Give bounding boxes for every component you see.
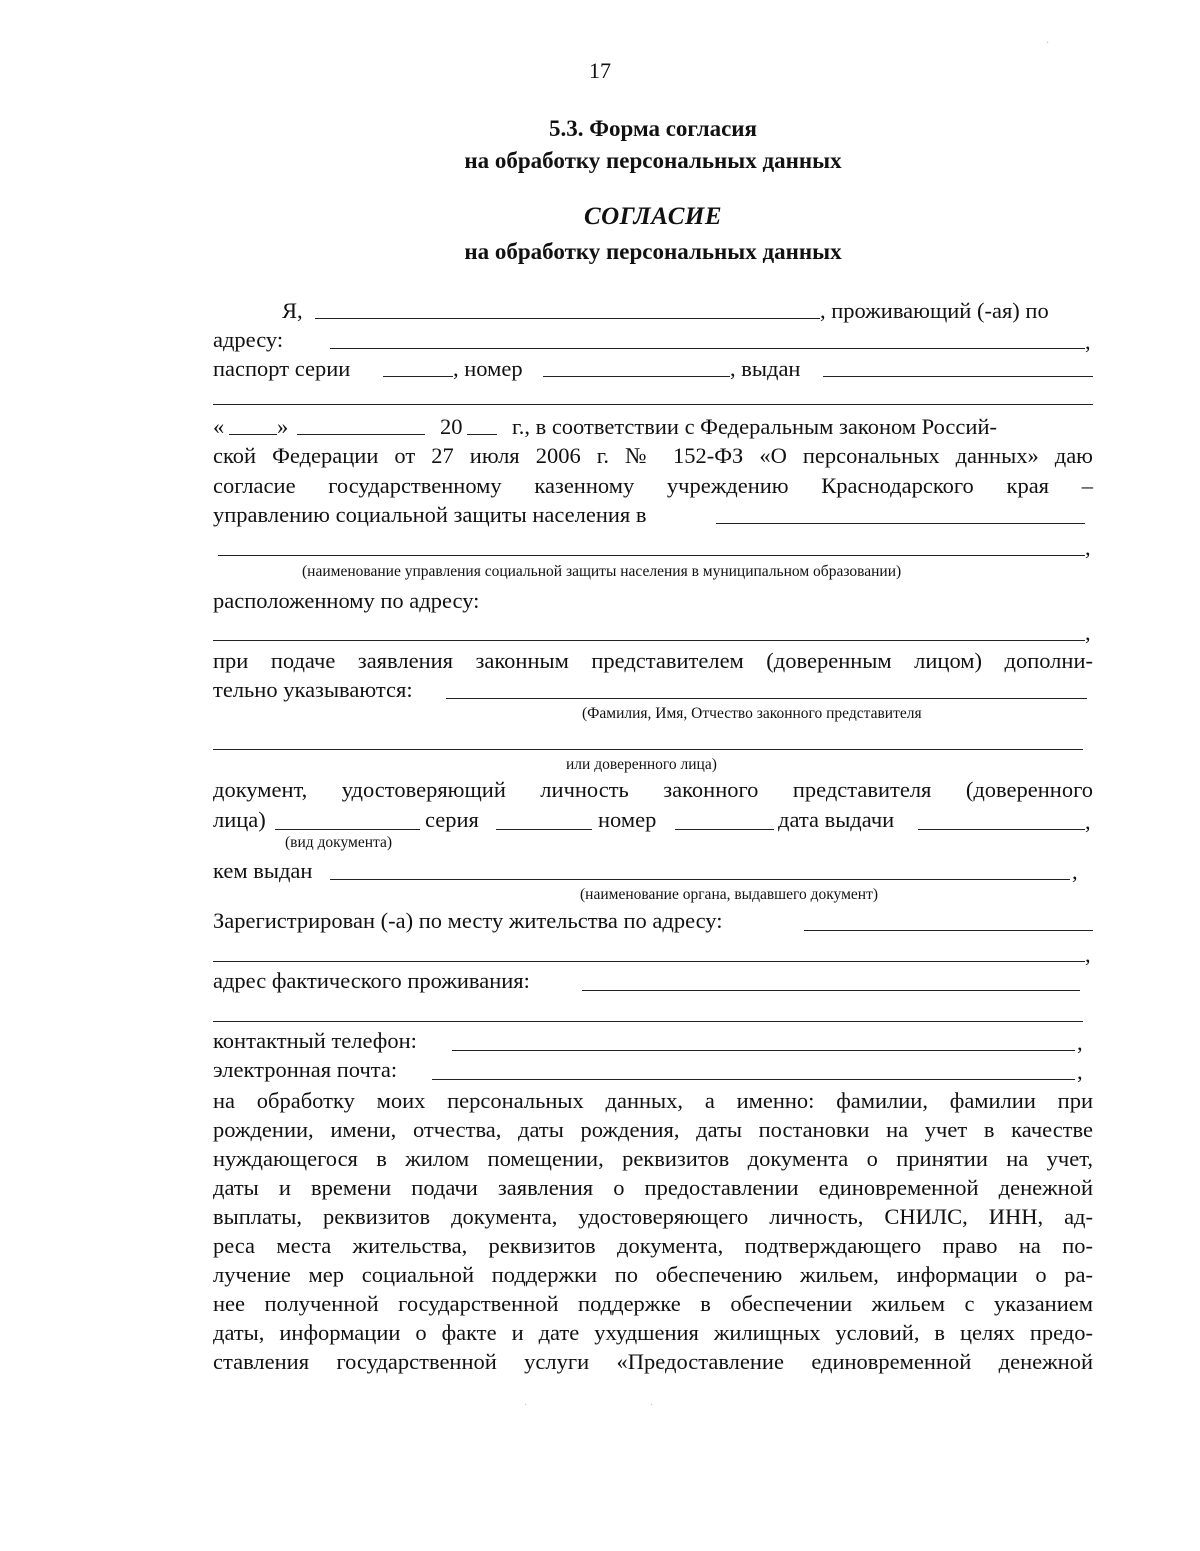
registered-comma: , xyxy=(1085,942,1091,967)
label-passport-number: , номер xyxy=(453,356,523,381)
body-line-1: на обработку моих персональных данных, а именно: фамилии, фамилии при xyxy=(213,1088,1093,1113)
page-number: 17 xyxy=(589,58,611,83)
label-phone: контактный телефон: xyxy=(213,1028,417,1053)
caption-rep-name: (Фамилия, Имя, Отчество законного представителя xyxy=(582,705,922,722)
caption-doc-type: (вид документа) xyxy=(285,834,393,851)
scan-speck: · xyxy=(524,1400,528,1411)
body-line-2: рождении, имени, отчества, даты рождения, даты постановки на учет в качестве xyxy=(213,1117,1093,1142)
email-comma: , xyxy=(1077,1059,1083,1084)
phone-comma: , xyxy=(1077,1030,1083,1055)
body-line-9: даты, информации о факте и дате ухудшения жилищных условий, в целях предо- xyxy=(213,1320,1093,1345)
paragraph1-line2: ской Федерации от 27 июля 2006 г. № 152-ФЗ «О персональных данных» даю xyxy=(213,443,1093,468)
label-issued-by: кем выдан xyxy=(213,858,313,883)
body-line-6: реса места жительства, реквизитов документа, подтверждающего право на по- xyxy=(213,1233,1093,1258)
phone-field[interactable] xyxy=(452,1050,1075,1051)
label-located-at: расположенному по адресу: xyxy=(213,588,480,613)
date-quote-open: « xyxy=(213,414,225,439)
actual-address-field[interactable] xyxy=(582,990,1080,991)
passport-number-field[interactable] xyxy=(543,376,730,377)
label-address: адресу: xyxy=(213,327,284,352)
caption-uszn-name: (наименование управления социальной защиты населения в муниципальном образовании) xyxy=(302,563,902,580)
day-field[interactable] xyxy=(229,434,277,435)
issuer-comma: , xyxy=(1072,859,1078,884)
document-subtitle: на обработку персональных данных xyxy=(464,239,842,264)
rep-doc-date-field[interactable] xyxy=(918,829,1085,830)
body-line-4: даты и времени подачи заявления о предоставлении единовременной денежной xyxy=(213,1175,1093,1200)
document-title: СОГЛАСИЕ xyxy=(583,203,723,230)
rep-doc-number-field[interactable] xyxy=(675,829,774,830)
section-title: 5.3. Форма согласия xyxy=(549,116,757,141)
label-i: Я, xyxy=(282,298,303,323)
label-num: номер xyxy=(598,807,657,832)
year-field[interactable] xyxy=(467,434,497,435)
rep-name-field-continued[interactable] xyxy=(213,749,1083,750)
registered-address-field[interactable] xyxy=(804,930,1093,931)
address-comma: , xyxy=(1085,329,1091,354)
passport-issued-field-continued[interactable] xyxy=(213,404,1093,405)
label-rep-face: лица) xyxy=(213,807,266,832)
month-field[interactable] xyxy=(297,434,425,435)
rep-line2: тельно указываются: xyxy=(213,677,413,702)
label-actual-address: адрес фактического проживания: xyxy=(213,968,530,993)
email-field[interactable] xyxy=(432,1079,1075,1080)
uszn-address-field[interactable] xyxy=(213,640,1085,641)
uszn-field-continued[interactable] xyxy=(218,555,1085,556)
label-registered: Зарегистрирован (-а) по месту жительства по адресу: xyxy=(213,908,723,933)
caption-issuer-name: (наименование органа, выдавшего документ) xyxy=(580,886,879,903)
rep-line1: при подаче заявления законным представителем (доверенным лицом) дополни- xyxy=(213,648,1093,673)
year-prefix: 20 xyxy=(440,414,463,439)
uszn-address-comma: , xyxy=(1085,620,1091,645)
caption-rep-name-2: или доверенного лица) xyxy=(566,756,717,773)
body-line-5: выплаты, реквизитов документа, удостоверяющего личность, СНИЛС, ИНН, ад- xyxy=(213,1204,1093,1229)
date-comma: , xyxy=(1085,809,1091,834)
label-series: серия xyxy=(425,807,479,832)
body-line-8: нее полученной государственной поддержке в обеспечении жильем с указанием xyxy=(213,1291,1093,1316)
fullname-field[interactable] xyxy=(315,318,820,319)
registered-address-field-continued[interactable] xyxy=(213,961,1085,962)
label-issue-date: дата выдачи xyxy=(778,807,895,832)
paragraph1-line3: согласие государственному казенному учреждению Краснодарского края – xyxy=(213,473,1093,498)
address-field[interactable] xyxy=(330,348,1085,349)
section-subtitle: на обработку персональных данных xyxy=(464,148,842,173)
body-line-10: ставления государственной услуги «Предоставление единовременной денежной xyxy=(213,1349,1093,1374)
label-residing: , проживающий (-ая) по xyxy=(820,298,1049,323)
uszn-field[interactable] xyxy=(716,523,1085,524)
uszn-comma: , xyxy=(1085,535,1091,560)
rep-doc-series-field[interactable] xyxy=(496,829,592,830)
label-issued: , выдан xyxy=(730,356,801,381)
scan-speck: · xyxy=(1046,38,1050,49)
date-quote-close: » xyxy=(277,414,289,439)
issuer-field[interactable] xyxy=(330,879,1070,880)
paragraph1-line1: г., в соответствии с Федеральным законом Россий- xyxy=(512,414,997,439)
body-line-3: нуждающегося в жилом помещении, реквизитов документа о принятии на учет, xyxy=(213,1146,1093,1171)
paragraph1-line4: управлению социальной защиты населения в xyxy=(213,502,647,527)
label-email: электронная почта: xyxy=(213,1057,398,1082)
rep-doc-line: документ, удостоверяющий личность законного представителя (доверенного xyxy=(213,777,1093,802)
label-passport-series: паспорт серии xyxy=(213,356,351,381)
scan-speck: · xyxy=(650,1400,654,1411)
actual-address-field-continued[interactable] xyxy=(213,1021,1083,1022)
rep-name-field[interactable] xyxy=(446,698,1087,699)
body-line-7: лучение мер социальной поддержки по обеспечению жильем, информации о ра- xyxy=(213,1262,1093,1287)
passport-issued-field[interactable] xyxy=(823,376,1093,377)
passport-series-field[interactable] xyxy=(383,376,453,377)
rep-doc-type-field[interactable] xyxy=(275,829,420,830)
